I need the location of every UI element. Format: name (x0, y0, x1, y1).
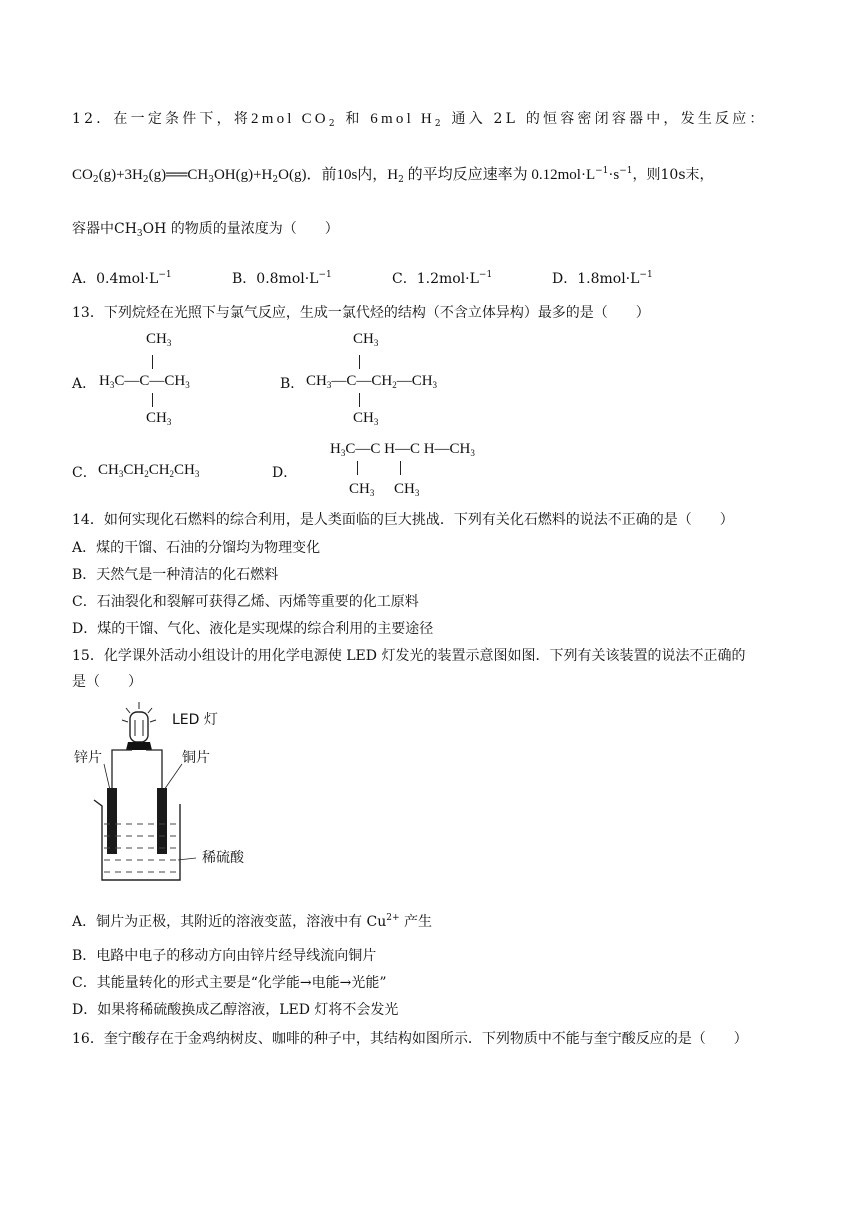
q13-d-bond-left (357, 461, 358, 475)
q13-b-bond-bottom (359, 393, 360, 407)
copper-electrode (157, 788, 167, 854)
q15-option-c[interactable]: C．其能量转化的形式主要是“化学能→电能→光能” (72, 975, 387, 991)
q12-option-d[interactable]: D．$1.8mol\cdot L^{-1}$ (552, 270, 653, 287)
led-cell-apparatus-figure (72, 700, 312, 890)
q13-d-sub-ch3-left: $CH_3$ (349, 481, 375, 498)
q15-stem-line2: 是（ ） (72, 674, 142, 690)
q13-c-formula: $CH_3CH_2CH_2CH_3$ (98, 462, 200, 479)
q13-a-main-chain: $H_3C—C—CH_3$ (99, 373, 190, 390)
zinc-electrode (107, 788, 117, 854)
q14-option-c[interactable]: C．石油裂化和裂解可获得乙烯、丙烯等重要的化工原料 (72, 594, 419, 610)
q12-line1: 12．在一定条件下，将2mol $CO_2$ 和 6mol $H_2$ 通入 2L 的恒容密闭容器中，发生反应： (72, 111, 767, 129)
q15-stem-line1: 15．化学课外活动小组设计的用化学电源使 LED 灯发光的装置示意图如图．下列有关该装置的说法不正确的 (72, 648, 746, 664)
q13-b-bottom-ch3: $CH_3$ (353, 410, 379, 427)
q13-stem: 13．下列烷烃在光照下与氯气反应，生成一氯代烃的结构（不含立体异构）最多的是（ ） (72, 305, 650, 321)
q13-option-c-label[interactable]: C． (72, 465, 97, 481)
q13-b-top-ch3: $CH_3$ (353, 331, 379, 348)
q12-option-a[interactable]: A．$0.4mol\cdot L^{-1}$ (72, 270, 172, 287)
q13-d-sub-ch3-right: $CH_3$ (394, 481, 420, 498)
q12-option-c[interactable]: C．$1.2mol\cdot L^{-1}$ (392, 270, 493, 287)
q13-a-bond-top (152, 355, 153, 369)
q16-stem: 16．奎宁酸存在于金鸡纳树皮、咖啡的种子中，其结构如图所示．下列物质中不能与奎宁酸反应的是（ ） (72, 1031, 748, 1047)
q13-d-bond-right (400, 461, 401, 475)
q13-option-b-label[interactable]: B． (280, 376, 305, 392)
q13-option-d-label[interactable]: D． (272, 465, 298, 481)
q13-a-bottom-ch3: $CH_3$ (146, 410, 172, 427)
q14-stem: 14．如何实现化石燃料的综合利用，是人类面临的巨大挑战．下列有关化石燃料的说法不正确的是（ ） (72, 512, 734, 528)
q13-d-main-chain: $H_3C—C$ H—C $H—CH_3$ (330, 441, 475, 458)
acid-label: 稀硫酸 (202, 850, 244, 866)
q14-option-b[interactable]: B．天然气是一种清洁的化石燃料 (72, 567, 279, 583)
led-label: LED 灯 (172, 712, 218, 728)
q15-option-a[interactable]: A．铜片为正极，其附近的溶液变蓝，溶液中有 $Cu^{2+}$ 产生 (72, 913, 433, 930)
q14-option-d[interactable]: D．煤的干馏、气化、液化是实现煤的综合利用的主要途径 (72, 621, 434, 637)
q13-a-bond-bottom (152, 393, 153, 407)
q15-option-d[interactable]: D．如果将稀硫酸换成乙醇溶液，LED 灯将不会发光 (72, 1002, 399, 1018)
q13-b-bond-top (359, 355, 360, 369)
q14-option-a[interactable]: A．煤的干馏、石油的分馏均为物理变化 (72, 540, 321, 556)
q13-option-a-label[interactable]: A． (72, 376, 97, 392)
zinc-label: 锌片 (74, 750, 102, 766)
copper-label: 铜片 (182, 750, 210, 766)
q13-b-main-chain: $CH_3—C—CH_2—CH_3$ (306, 373, 438, 390)
q12-option-b[interactable]: B．$0.8mol\cdot L^{-1}$ (232, 270, 332, 287)
q15-option-b[interactable]: B．电路中电子的移动方向由锌片经导线流向铜片 (72, 948, 377, 964)
q13-a-top-ch3: $CH_3$ (146, 331, 172, 348)
q12-equation-line: $CO_2(g)+3H_2(g)══CH_3OH(g)+H_2O(g)$．前10s内，$H_2$ 的平均反应速率为 $0.12mol\cdot L^{-1}\cdot s^{-1}$，则10s末， (72, 166, 714, 185)
q12-line3: 容器中$CH_3OH$ 的物质的量浓度为（ ） (72, 221, 339, 239)
led-bulb-icon (122, 702, 156, 750)
